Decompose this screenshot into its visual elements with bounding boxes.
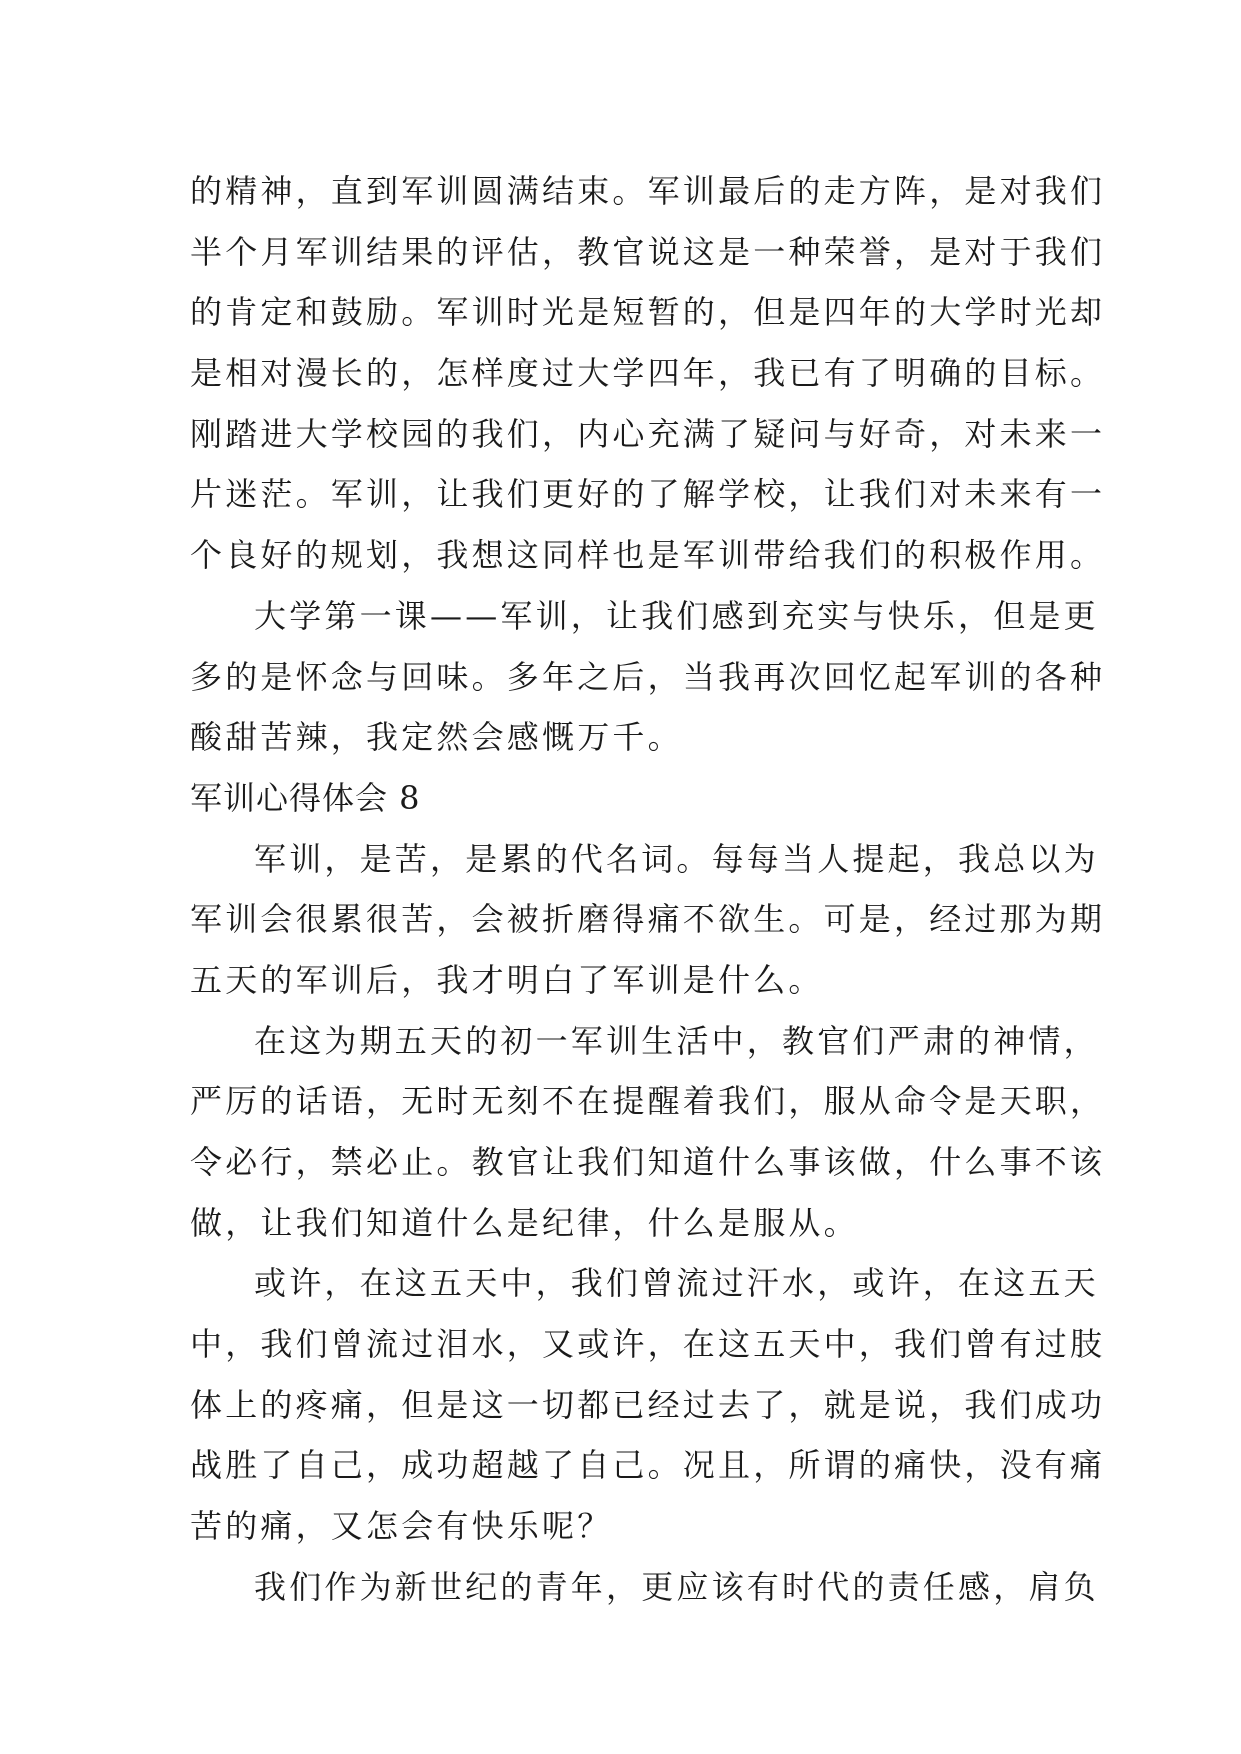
text-line: 在这为期五天的初一军训生活中，教官们严肃的神情， — [254, 1021, 1099, 1060]
text-line: 个良好的规划，我想这同样也是军训带给我们的积极作用。 — [190, 536, 1106, 575]
text-line: 是相对漫长的，怎样度过大学四年，我已有了明确的目标。 — [190, 354, 1106, 393]
text-line: 中，我们曾流过泪水，又或许，在这五天中，我们曾有过肢 — [190, 1325, 1106, 1364]
text-line: 的精神，直到军训圆满结束。军训最后的走方阵，是对我们 — [190, 172, 1106, 210]
text-line: 半个月军训结果的评估，教官说这是一种荣誉，是对于我们 — [190, 232, 1106, 271]
text-line: 做，让我们知道什么是纪律，什么是服从。 — [190, 1203, 859, 1242]
text-line: 酸甜苦辣，我定然会感慨万千。 — [190, 718, 683, 757]
text-line: 军训会很累很苦，会被折磨得痛不欲生。可是，经过那为期 — [190, 900, 1106, 939]
text-line: 战胜了自己，成功超越了自己。况且，所谓的痛快，没有痛 — [190, 1446, 1106, 1485]
text-line: 大学第一课——军训，让我们感到充实与快乐，但是更 — [254, 596, 1099, 635]
text-line: 多的是怀念与回味。多年之后，当我再次回忆起军训的各种 — [190, 657, 1106, 696]
text-line: 令必行，禁必止。教官让我们知道什么事该做，什么事不该 — [190, 1143, 1106, 1181]
text-line: 我们作为新世纪的青年，更应该有时代的责任感，肩负 — [254, 1567, 1099, 1606]
text-line: 的肯定和鼓励。军训时光是短暂的，但是四年的大学时光却 — [190, 293, 1106, 332]
text-line: 军训，是苦，是累的代名词。每每当人提起，我总以为 — [254, 839, 1099, 878]
text-line: 刚踏进大学校园的我们，内心充满了疑问与好奇，对未来一 — [190, 414, 1106, 453]
text-line: 五天的军训后，我才明白了军训是什么。 — [190, 960, 824, 999]
text-line: 严厉的话语，无时无刻不在提醒着我们，服从命令是天职， — [190, 1082, 1106, 1121]
section-heading: 军训心得体会 8 — [190, 778, 421, 817]
text-line: 苦的痛，又怎会有快乐呢？ — [190, 1507, 613, 1546]
document-body — [190, 161, 1106, 1618]
text-line: 或许，在这五天中，我们曾流过汗水，或许，在这五天 — [254, 1264, 1099, 1303]
text-line: 体上的疼痛，但是这一切都已经过去了，就是说，我们成功 — [190, 1385, 1106, 1424]
text-line: 片迷茫。军训，让我们更好的了解学校，让我们对未来有一 — [190, 475, 1106, 514]
